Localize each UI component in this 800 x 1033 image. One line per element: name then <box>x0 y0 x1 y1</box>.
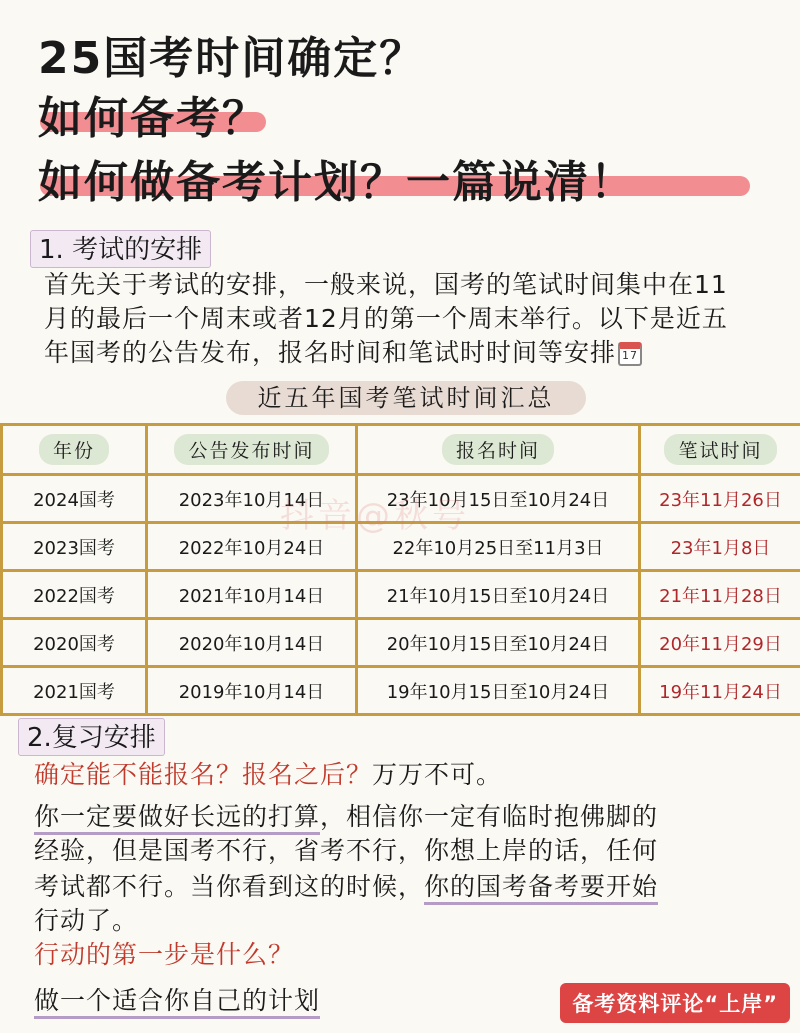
header-announce: 公告发布时间 <box>174 434 328 465</box>
table-row <box>2 571 800 619</box>
cell-register: 22年10月25日至11月3日 <box>357 523 640 571</box>
section2-question-1 <box>34 758 502 792</box>
cell-year: 2023国考 <box>2 523 147 571</box>
cell-register: 21年10月15日至10月24日 <box>357 571 640 619</box>
table-title: 近五年国考笔试时间汇总 <box>226 381 586 415</box>
section2-para-4: 行动了。 <box>34 906 139 935</box>
para-3-head: 考试都不行。当你看到这的时候， <box>34 872 425 901</box>
para-1-tail: ，相信你一定有临时抱佛脚的 <box>320 802 659 831</box>
section2-para-5 <box>34 984 320 1018</box>
cell-announce: 2021年10月14日 <box>147 571 357 619</box>
cell-exam: 19年11月24日 <box>640 667 800 715</box>
cell-register: 23年10月15日至10月24日 <box>357 475 640 523</box>
cell-announce: 2019年10月14日 <box>147 667 357 715</box>
para-3-underlined: 你的国考备考要开始 <box>424 872 658 905</box>
cell-year: 2021国考 <box>2 667 147 715</box>
header-year: 年份 <box>39 434 109 465</box>
header-cell <box>2 425 147 475</box>
table-row <box>2 667 800 715</box>
cell-exam: 21年11月28日 <box>640 571 800 619</box>
cell-year: 2024国考 <box>2 475 147 523</box>
cell-year: 2022国考 <box>2 571 147 619</box>
cell-announce: 2022年10月24日 <box>147 523 357 571</box>
section2-label: 2.复习安排 <box>18 718 165 756</box>
calendar-icon: 17 <box>618 342 642 366</box>
section1-text-1: 首先关于考试的安排，一般来说，国考的笔试时间集中在11 <box>44 270 728 299</box>
watermark: 抖音@秋号 <box>280 496 470 536</box>
cell-exam: 20年11月29日 <box>640 619 800 667</box>
para-1-underlined: 你一定要做好长远的打算 <box>34 802 320 835</box>
cell-announce: 2020年10月14日 <box>147 619 357 667</box>
section2-para-1 <box>34 800 658 834</box>
exam-schedule-table <box>0 423 800 716</box>
cell-announce: 2023年10月14日 <box>147 475 357 523</box>
table-header-row <box>2 425 800 475</box>
section1-text-3: 年国考的公告发布，报名时间和笔试时时间等安排 <box>44 338 617 367</box>
header-cell <box>640 425 800 475</box>
cell-exam: 23年11月26日 <box>640 475 800 523</box>
section2-para-2: 经验，但是国考不行，省考不行，你想上岸的话，任何 <box>34 836 659 865</box>
title-line-1: 25国考时间确定？ <box>38 33 426 84</box>
header-exam: 笔试时间 <box>664 434 776 465</box>
header-cell <box>357 425 640 475</box>
cell-register: 19年10月15日至10月24日 <box>357 667 640 715</box>
section2-para-3 <box>34 870 658 904</box>
title-line-3: 如何做备考计划？一篇说清！ <box>38 157 636 208</box>
comment-badge: 备考资料评论“上岸” <box>560 983 790 1023</box>
header-register: 报名时间 <box>442 434 554 465</box>
table-row <box>2 619 800 667</box>
section2-question-2: 行动的第一步是什么？ <box>34 940 295 969</box>
header-cell <box>147 425 357 475</box>
question-1-text: 确定能不能报名？报名之后？ <box>34 760 373 789</box>
cell-year: 2020国考 <box>2 619 147 667</box>
para-5-underlined: 做一个适合你自己的计划 <box>34 986 320 1019</box>
question-1-tail: 万万不可。 <box>372 760 503 789</box>
cell-exam: 23年1月8日 <box>640 523 800 571</box>
cell-register: 20年10月15日至10月24日 <box>357 619 640 667</box>
section1-label: 1. 考试的安排 <box>30 230 211 268</box>
section1-text-2: 月的最后一个周末或者12月的第一个周末举行。以下是近五 <box>44 304 728 333</box>
section1-text-3-wrap <box>44 336 642 370</box>
title-line-2: 如何备考？ <box>38 93 268 144</box>
